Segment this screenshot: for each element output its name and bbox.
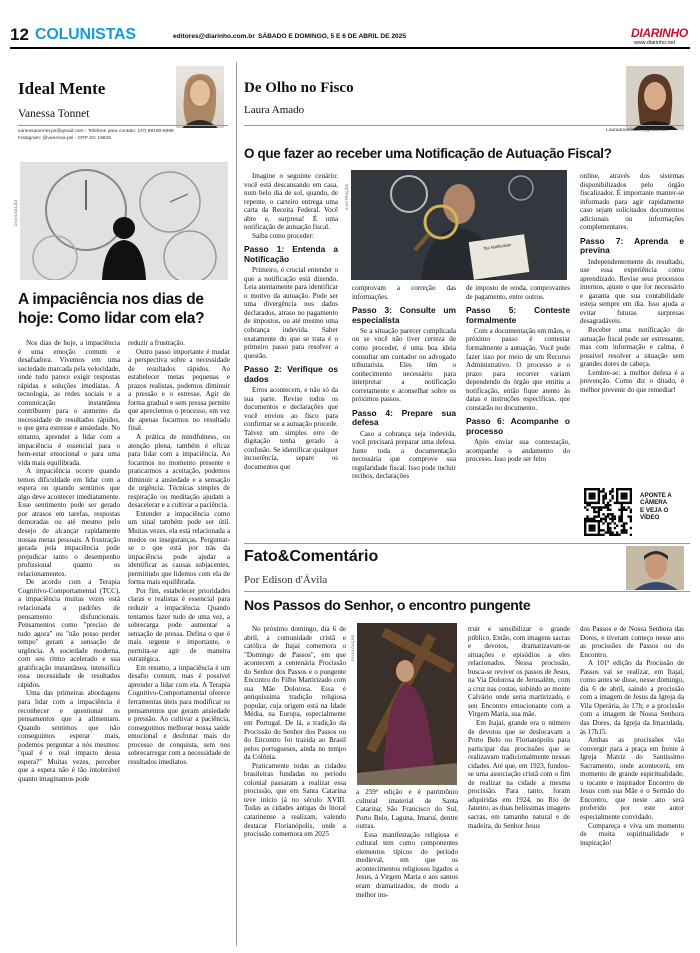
fisco-rule xyxy=(244,125,684,126)
paragraph: Por fim, estabelecer prioridades claras e realistas é essencial para reduzir a impaciência. Quando tentamos fazer tudo de uma vez, a sobrecarga pode aumentar a sensação de pressa. Defina o que é mais urgente e importante, e permita-se agir de maneira estratégica. xyxy=(128,586,230,664)
photo-credit: DIVULGAÇÃO xyxy=(14,199,18,226)
paragraph: truir e sensibilizar o grande público. Então, com imagens sacras e devotos, dramatizavam-se situações e episódios a eles relacionados. Nessa procissão, busca-se reviver os passos de Jesus, na Via Dolorosa de Jerusalém, com a cruz nas costas, subindo ao monte Calvário onde seria martirizado, e seu Encontro emocionante com a Virgem Maria, sua mãe. xyxy=(468,625,570,719)
author-portrait-icon xyxy=(176,66,224,128)
fato-top-rule xyxy=(244,543,690,544)
paragraph: Erros acontecem, e não só da sua parte. Revise todos os documentos e declarações que você enviou ao fisco para confirmar se a autuação procede. Talvez um simples erro de digitação tenha gerado a confusão. Se identificar qualquer incoerência, separe os documentos que xyxy=(244,386,338,471)
paragraph: Se a situação parecer complicada ou se você não tiver certeza de como proceder, é uma boa ideia consultar um contador ou advogado tributarista. Eles têm o conhecimento necessário para interpretar a notificação corretamente e aconselhar sobre os próximos passos. xyxy=(352,326,456,404)
author-contact: vanessatonnet.ps@gmail.com - Telefone para contato: (47) 99190-6989 xyxy=(18,129,174,134)
fisco-headline: O que fazer ao receber uma Notificação de Autuação Fiscal? xyxy=(244,146,612,161)
step-heading: Passo 5: Conteste formalmente xyxy=(466,305,570,325)
qr-line-3: E VEJA O xyxy=(640,506,669,514)
magnifier-man-icon xyxy=(351,170,567,280)
paragraph: Imagine o seguinte cenário: você está descansando em casa, num belo dia de sol, quando, de repente, o carteiro entrega uma carta da Receita Federal. Você abre e, surpresa! É uma notificação de autuação fiscal. xyxy=(244,172,338,232)
paragraph: dos Passos e de Nossa Senhora das Dores, e tiveram começo nesse ano as procissões de Passos ou do Encontro. xyxy=(580,625,684,659)
paragraph: Caso a cobrança seja indevida, você precisará preparar uma defesa. Junte toda a documentação necessária que comprove sua regularidade fiscal. Isso pode incluir recibos, declarações xyxy=(352,429,456,481)
fato-headline: Nos Passos do Senhor, o encontro pungente xyxy=(244,597,531,613)
step-heading: Passo 1: Entenda a Notificação xyxy=(244,244,338,264)
paragraph: Uma das primeiras abordagens para lidar com a impaciência é reconhecer e questionar os pensamentos que a alimentam. Quando sentimos que não conseguimos esperar mais, podemos perguntar a nós mesmos: "qual é o real impacto dessa espera?" Muitas vezes, perceber que a espera não é tão intolerável quanto imaginamos pode xyxy=(18,689,120,783)
fisco-col1 xyxy=(244,172,338,544)
fisco-email[interactable]: Lauraamadoadv@gmail.com xyxy=(606,128,669,133)
fato-col2 xyxy=(356,788,458,946)
page-number: 12 xyxy=(10,25,29,44)
fisco-col2 xyxy=(352,284,456,544)
qr-line-2: CÂMERA xyxy=(640,499,668,507)
header-date: SÁBADO E DOMINGO, 5 E 6 DE ABRIL DE 2025 xyxy=(258,33,407,40)
fato-credit: DIVULGAÇÃO xyxy=(351,634,355,661)
paragraph: Compareça e viva um momento de muita espiritualidade e inspiração! xyxy=(580,821,684,847)
fato-rule xyxy=(244,591,690,592)
qr-caption xyxy=(640,492,672,522)
left-article-col2 xyxy=(128,339,230,943)
step-heading: Passo 7: Aprenda e previna xyxy=(580,235,684,256)
paragraph: Em Itajaí, grande era o número de devotos que se deslocavam a Porto Belo ou Florianópolis para participar das procissões que se realizavam tradicionalmente nessas cidades. Até que, em 1923, fundou-se uma associação cristã com o fim de realizar na cidade a mesma procissão. Para tanto, foram adquiridas em 1924, no Rio de Janeiro, as duas belíssimas imagens sacras, em tamanho natural e de madeira, do Senhor Jesus xyxy=(468,719,570,830)
doc-label: Tax Notification xyxy=(482,242,512,251)
author-instagram: Instagram: @vanessa.psi - CRP SC 19625 xyxy=(18,136,111,141)
qr-line-1: APONTE A xyxy=(640,492,672,499)
brand-site[interactable]: www.diarinho.net xyxy=(634,40,676,46)
fato-col4 xyxy=(580,625,684,945)
qr-code-icon xyxy=(584,488,632,536)
jesus-cross-statue-icon xyxy=(357,623,457,785)
fisco-author: Laura Amado xyxy=(244,104,305,116)
paragraph: Ambas as procissões vão convergir para a praça em frente à Igreja Matriz do Santíssimo Sacramento, onde acontecerá, em momento de grande espiritualidade, o tocante e inspirador Encontro de Jesus com sua Mãe e o Sermão do Encontro, que neste ano será proferido por este autor especialmente convidado. xyxy=(580,736,684,822)
step-heading: Passo 2: Verifique os dados xyxy=(244,364,338,384)
paragraph: Receber uma notificação de autuação fiscal pode ser estressante, mas com informação e calma, é possível resolver a situação sem grandes dores de cabeça. xyxy=(580,326,684,369)
left-headline: A impaciência nos dias de hoje: Como lidar com ela? xyxy=(18,291,205,327)
fato-col3 xyxy=(468,625,570,945)
procession-photo xyxy=(357,623,457,785)
fato-author-photo xyxy=(626,546,684,590)
fisco-author-photo xyxy=(626,66,684,130)
paragraph: online, através dos sistemas disponibilizados pelo órgão fiscalizador. É importante manter-se informado para agir rapidamente caso sejam solicitados documentos adicionais ou informações complementares. xyxy=(580,172,684,232)
paragraph: Nos dias de hoje, a impaciência é uma emoção comum e desafiadora. Vivemos em uma sociedade marcada pela velocidade, onde tudo parece exigir respostas rápidas e soluções imediatas. A tecnologia, as redes sociais e a comunicação instantânea contribuem para o aumento da necessidade de resultados rápidos, o que gera estresse e ansiedade. No entanto, aprender a lidar com a impaciência é essencial para o bem-estar emocional e para uma vida mais equilibrada. xyxy=(18,339,120,467)
qr-line-4: VÍDEO xyxy=(640,514,660,522)
fisco-column-name: De Olho no Fisco xyxy=(244,80,354,96)
paragraph: Outro passo importante é mudar a perspectiva sobre a necessidade de resultados rápidos. Ao estabelecer metas pequenas e prazos realistas, podemos diminuir a pressão e o estresse. Agir de forma gradual e sem pressa permite que apreciemos o processo, em vez de apenas focarmos no resultado final. xyxy=(128,347,230,433)
paragraph: De acordo com a Terapia Cognitivo-Comportamental (TCC), a impaciência muitas vezes está relacionada a padrões de pensamento disfuncionais. Pensamentos como "preciso de tudo agora" ou "não posso perder tempo" geram a sensação de urgência. A sociedade moderna, com seu ritmo acelerado e sua gratificação instantânea, intensifica essa necessidade de resultados rápidos. xyxy=(18,578,120,689)
paragraph: reduzir a frustração. xyxy=(128,339,185,347)
fisco-col4 xyxy=(580,172,684,490)
paragraph: Primeiro, é crucial entender o que a notificação está dizendo. Leia atentamente para identificar o motivo da autuação. Pode ser uma divergência nos dados declarados, atraso no pagamento de impostos, ou até mesmo uma cobrança indevida. Saber exatamente do que se trata é o primeiro passo para resolver a questão. xyxy=(244,266,338,360)
paragraph: Em resumo, a impaciência é um desafio comum, mas é possível aprender a lidar com ela. A Terapia Cognitivo-Comportamental oferece ferramentas úteis para modificar os pensamentos que geram ansiedade e pressão. Ao cultivar a paciência, conseguimos melhorar nossa saúde emocional e desfrutar mais do processo de conquista, sem nos sobrecarregar com a necessidade de resultados imediatos. xyxy=(128,663,230,766)
paragraph: Praticamente todas as cidades brasileiras fundadas no período colonial passaram a realizar essa procissão, que em Santa Catarina teve início já no século XVIII. Todas as cidades antigas do litoral catarinense a realizam, valendo destacar Florianópolis, onde a procissão comemora em 2025 xyxy=(244,761,346,839)
paragraph: Lembre-se: a melhor defesa é a prevenção. Como diz o ditado, é melhor prevenir do que remediar! xyxy=(580,368,684,394)
brand-logo: DIARINHO xyxy=(631,26,688,40)
fisco-credit: ILUSTRAÇÃO xyxy=(345,184,349,210)
step-heading: Passo 3: Consulte um especialista xyxy=(352,305,456,325)
paragraph: No próximo domingo, dia 6 de abril, a comunidade cristã e católica de Itajaí comemora o "Domingo de Passos", em que acontecem a centenária Procissão do Senhor dos Passos e o pungente Encontro do Filho Martirizado com sua Mãe Dolorosa. Essa é antiquíssima tradição religiosa popular, cuja origem está na Idade Média, na Europa, especialmente em Portugal. De lá, a tradição da Procissão do Senhor dos Passos ou do Encontro foi trazida ao Brasil pelos portugueses, ainda no tempo da Colônia. xyxy=(244,625,346,762)
paragraph: A 101ª edição da Procissão de Passos vai se realizar, em Itajaí, como antes se disse, nesse domingo, dia 6 de abril, saindo a procissão com a imagem de Jesus da Igreja da Vila Operária, às 17h; e a procissão com a imagem de Nossa Senhora das Dores, da Igreja da Imaculada, às 17h15. xyxy=(580,659,684,736)
fisco-illustration xyxy=(351,170,567,280)
left-article-col1 xyxy=(18,339,120,943)
column-name: Ideal Mente xyxy=(18,79,106,98)
paragraph: Após enviar sua contestação, acompanhe o andamento do processo. Isso pode ser feito xyxy=(466,438,570,464)
paragraph: Saiba como proceder: xyxy=(252,231,314,240)
fato-column-name: Fato&Comentário xyxy=(244,548,379,565)
fisco-col3 xyxy=(466,284,570,544)
paragraph: Independentemente do resultado, use essa experiência como aprendizado. Revise seus processos internos, ajuste o que for necessário e garanta que sua contabilidade esteja sempre em dia. Isso ajuda a evitar futuras surpresas desagradáveis. xyxy=(580,257,684,326)
fisco-portrait-icon xyxy=(626,66,684,130)
paragraph: Com a documentação em mãos, o próximo passo é contestar formalmente a autuação. Você pode fazer isso por meio de um Recurso Administrativo. O processo e o prazo para recorrer variam dependendo do órgão que emitiu a notificação, então fique atento às datas e instruções específicas, que constarão no documento. xyxy=(466,326,570,412)
author-name: Vanessa Tonnet xyxy=(18,108,90,120)
fato-author: Por Edison d'Ávila xyxy=(244,574,328,586)
paragraph: Entender a impaciência como um sinal também pode ser útil. Muitas vezes, ela está relacionada a medos ou inseguranças. Perguntar-se o que está por trás da impaciência pode ajudar a identificar as causas subjacentes, permitindo que lidemos com ela de forma mais equilibrada. xyxy=(128,509,230,587)
paragraph: comprovam a correção das informações. xyxy=(352,284,456,301)
impatience-illustration xyxy=(20,162,228,280)
author-rule xyxy=(18,125,228,126)
step-heading: Passo 4: Prepare sua defesa xyxy=(352,407,456,428)
paragraph: A prática de mindfulness, ou atenção plena, também é eficaz para lidar com a impaciência. Ao focarmos no momento presente e praticarmos a aceitação, podemos diminuir a ansiedade e a sensação de urgência. Técnicas simples de respiração ou meditação ajudam a desacelerar e a cultivar a paciência. xyxy=(128,433,230,510)
paragraph: a 259ª edição e é patrimônio cultural imaterial de Santa Catarina; São Francisco do Sul, Porto Belo, Laguna, Imaruí, dentre outras. xyxy=(356,788,458,831)
paragraph: A impaciência ocorre quando temos dificuldade em lidar com a espera ou quando sentimos que algo deve acontecer imediatamente. Esse sentimento pode ser gerado por atrasos em tarefas, respostas demoradas ou até mesmo pelo desejo de alcançar rapidamente nossas metas pessoais. A frustração gerada pela impaciência pode prejudicar tanto o desempenho profissional quanto os relacionamentos. xyxy=(18,467,120,578)
paragraph: de imposto de renda, comprovantes de pagamento, entre outros. xyxy=(466,284,570,301)
fato-portrait-icon xyxy=(626,546,684,590)
clock-silhouette-icon xyxy=(20,162,228,280)
section-title: COLUNISTAS xyxy=(35,26,136,43)
fato-col1 xyxy=(244,625,346,945)
step-heading: Passo 6: Acompanhe o processo xyxy=(466,416,570,436)
qr-code[interactable] xyxy=(584,488,632,536)
column-divider xyxy=(236,62,237,946)
header-rule xyxy=(10,47,690,49)
author-photo xyxy=(176,66,224,128)
paragraph: Essa manifestação religiosa e cultural tem como componentes elementos típicos do período medieval, em que os acontecimentos religiosos ligados a Jesus, à Virgem Maria e aos santos eram dramatizados, de modo a melhor ins- xyxy=(356,830,458,899)
header-email[interactable]: editores@diarinho.com.br xyxy=(173,33,255,40)
